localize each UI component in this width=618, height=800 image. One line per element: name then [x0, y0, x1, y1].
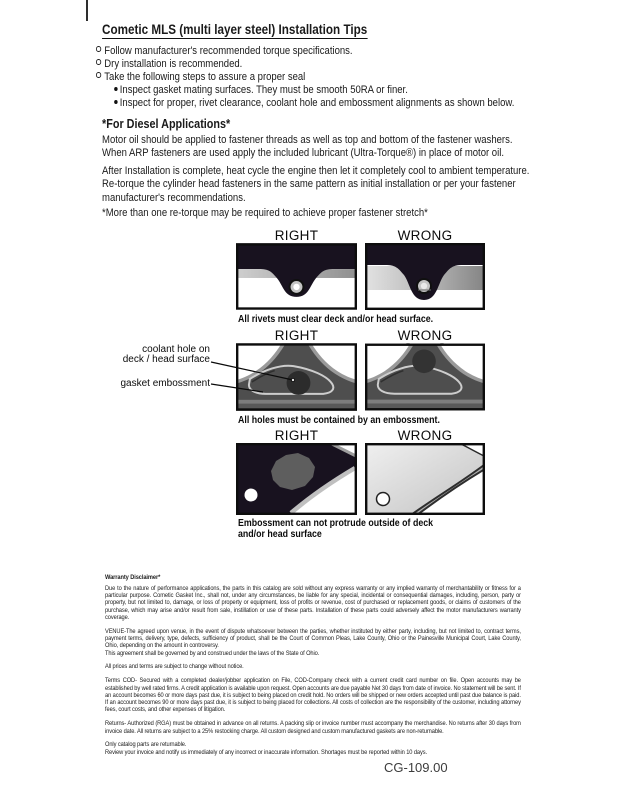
fig3-caption-line1: Embossment can not protrude outside of deck — [238, 517, 434, 529]
diesel-note: *More than one re-torque may be required to achieve proper fastener stretch* — [102, 207, 428, 219]
fig1-right-label: RIGHT — [274, 228, 319, 243]
page-number: CG-109.00 — [384, 760, 448, 775]
disclaimer-paragraph: Only catalog parts are returnable. — [105, 741, 187, 749]
fig2-right-label: RIGHT — [274, 328, 319, 343]
annotation-line: coolant hole on — [142, 344, 210, 355]
fig3-wrong-label: WRONG — [397, 428, 453, 443]
annotation-pointer-lines — [208, 350, 303, 400]
disclaimer-heading: Warranty Disclaimer* — [105, 574, 161, 581]
corner-crop-mark — [86, 0, 88, 21]
page-title: Cometic MLS (multi layer steel) Installation Tips — [102, 22, 368, 37]
tip-sub-item — [114, 97, 514, 110]
embossment-inside-deck-diagram — [236, 443, 357, 515]
annotation-line: deck / head surface — [122, 353, 210, 365]
tip-text: Follow manufacturer's recommended torque specifications. — [104, 45, 353, 57]
warranty-disclaimer — [105, 574, 521, 762]
disclaimer-paragraph: VENUE-The agreed upon venue, in the event of dispute whatsoever between the parties, whether instituted by either party, including, but not limited to, contract terms, payment terms, delivery, type, defects, sufficiency of product, shall be the Court of Common Pleas, Lake County, Ohio or the Painesville Municipal Court, Lake County, Ohio, depending on the amount in controversy. — [105, 627, 521, 650]
circle-bullet-icon — [96, 46, 101, 52]
fig2-wrong-panel — [365, 343, 485, 411]
fig3-right-panel — [236, 443, 357, 515]
fig3-caption-line2: and/or head surface — [238, 528, 322, 540]
intro-section — [96, 20, 539, 240]
disclaimer-paragraph: Terms COD- Secured with a completed dealer/jobber application on File, COD-Company check with a current credit card number on file. Open accounts may be established by well rated firms. A credit application is available upon request. Open accounts are due payable Net 30 days from date of invoice. No statement will be sent. If an account becomes 60 or more days past due, it is subject to being placed on credit hold. No orders will be shipped or new orders accepted until past due balance is paid. If an account becomes 90 or more days past due, it is subject to being placed for collections. All costs of collection are the responsibility of the customer, including attorney fees, court costs, and other expenses of litigation. — [105, 677, 521, 714]
fig3-wrong-panel — [365, 443, 485, 515]
disclaimer-paragraph: Review your invoice and notify us immediately of any incorrect or inaccurate information. Shortages must be reported within 10 days. — [105, 748, 427, 756]
fig3-right-label: RIGHT — [274, 428, 319, 443]
tip-sub-item — [114, 84, 408, 97]
disclaimer-paragraph: Returns- Authorized (RGA) must be obtained in advance on all returns. A packing slip or invoice number must accompany the merchandise. No returns after 30 days from invoice date. All returns are subject to a 25% restocking charge. All custom designed and custom manufactured gaskets are non-returnable. — [105, 720, 521, 735]
rivet-hits-deck-diagram — [365, 243, 485, 310]
rivet-clears-deck-diagram — [236, 243, 357, 310]
diesel-paragraph: Motor oil should be applied to fastener threads as well as top and bottom of the fastener washers. When ARP fasteners are used apply the included lubricant (Ultra-Torque®) in place of motor oil. — [102, 134, 513, 160]
tip-text: Take the following steps to assure a proper seal — [104, 71, 306, 83]
tip-text: Dry installation is recommended. — [104, 58, 243, 70]
fig2-caption: All holes must be contained by an embossment. — [238, 414, 440, 426]
dot-bullet-icon — [114, 100, 117, 104]
circle-bullet-icon — [96, 72, 101, 78]
diesel-paragraph: After Installation is complete, heat cycle the engine then let it completely cool to ambient temperature. Re-torque the cylinder head fasteners in the same pattern as initial installation or per your fastener manufacturer's recommendations. — [102, 165, 530, 204]
tip-text: Inspect for proper, rivet clearance, coolant hole and embossment alignments as shown below. — [119, 97, 515, 109]
disclaimer-paragraph: All prices and terms are subject to change without notice. — [105, 663, 244, 671]
circle-bullet-icon — [96, 59, 101, 65]
tip-item — [96, 45, 353, 58]
dot-bullet-icon — [114, 87, 117, 91]
annotation-coolant-hole — [110, 345, 210, 365]
fig1-wrong-label: WRONG — [397, 228, 453, 243]
disclaimer-paragraph: Due to the nature of performance applications, the parts in this catalog are sold without any express warranty or any implied warranty of merchantability or fitness for a particular purpose. Cometic Gasket Inc., shall not, under any circumstances, be liable for any special, incidental or consequential damages, including, person, party or property, but not limited to, damage, or loss of property or equipment, loss of profits or revenue, cost of purchased or replacement goods, or claims of customers of the purchase, which may arise and/or result from sale, instillation or use of these parts. Installation of these parts could adversely affect the motor manufacturers warranty coverage. — [105, 584, 521, 621]
tip-item — [96, 71, 305, 84]
diesel-heading: *For Diesel Applications* — [102, 117, 231, 131]
tip-text: Inspect gasket mating surfaces. They must be smooth 50RA or finer. — [119, 84, 408, 96]
disclaimer-paragraph: This agreement shall be governed by and construed under the laws of the State of Ohio. — [105, 649, 320, 657]
fig1-right-panel — [236, 243, 357, 310]
fig1-wrong-panel — [365, 243, 485, 310]
fig2-wrong-label: WRONG — [397, 328, 453, 343]
tip-item — [96, 58, 242, 71]
annotation-gasket-embossment — [110, 379, 210, 389]
annotation-line: gasket embossment — [120, 378, 210, 389]
fig1-caption: All rivets must clear deck and/or head surface. — [238, 313, 434, 325]
hole-outside-embossment-diagram — [365, 343, 485, 411]
embossment-protrudes-diagram — [365, 443, 485, 515]
